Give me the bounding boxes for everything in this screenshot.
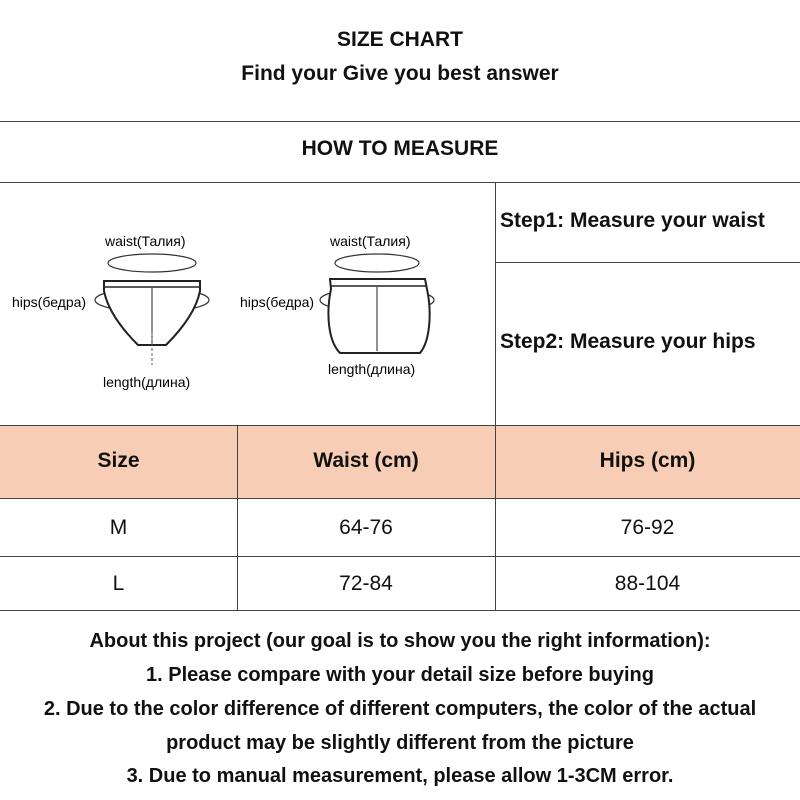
note-3: 3. Due to manual measurement, please allow 1-3CM error. [126, 765, 674, 787]
length-label-2: length(длина) [328, 361, 416, 377]
row-l-size: L [112, 572, 125, 595]
chart-subtitle: Find your Give you best answer [241, 62, 559, 85]
divider-step [496, 262, 800, 263]
how-to-measure-heading: HOW TO MEASURE [301, 137, 499, 160]
row-m-waist: 64-76 [339, 516, 393, 539]
note-1: 1. Please compare with your detail size before buying [146, 664, 654, 686]
waist-ring-icon [335, 254, 419, 272]
step1-text: Step1: Measure your waist [500, 209, 765, 232]
row-m-hips: 76-92 [620, 516, 675, 539]
measure-diagrams [0, 183, 495, 425]
divider-steps [495, 183, 496, 425]
header-hips: Hips (cm) [599, 449, 696, 472]
step2-text: Step2: Measure your hips [500, 330, 756, 353]
boxer-icon [328, 279, 429, 353]
waist-ring-icon [108, 254, 196, 272]
briefs-diagram [12, 233, 209, 390]
note-2: 2. Due to the color difference of different computers, the color of the actual [43, 698, 757, 720]
row-l-waist: 72-84 [339, 572, 393, 595]
row-l-hips: 88-104 [614, 572, 681, 595]
length-label-1: length(длина) [103, 374, 191, 390]
note-2-cont: product may be slightly different from the picture [166, 732, 634, 754]
hips-label-2: hips(бедра) [240, 294, 315, 310]
boxer-diagram [240, 233, 434, 377]
chart-title: SIZE CHART [337, 28, 463, 51]
row-m-size: M [109, 516, 128, 539]
waist-label-2: waist(Талия) [330, 233, 411, 249]
note-intro: About this project (our goal is to show you the right information): [89, 630, 711, 652]
header-size: Size [97, 449, 140, 472]
waist-label-1: waist(Талия) [105, 233, 186, 249]
header-waist: Waist (cm) [313, 449, 419, 472]
hips-label-1: hips(бедра) [12, 294, 87, 310]
divider-top [0, 121, 800, 122]
